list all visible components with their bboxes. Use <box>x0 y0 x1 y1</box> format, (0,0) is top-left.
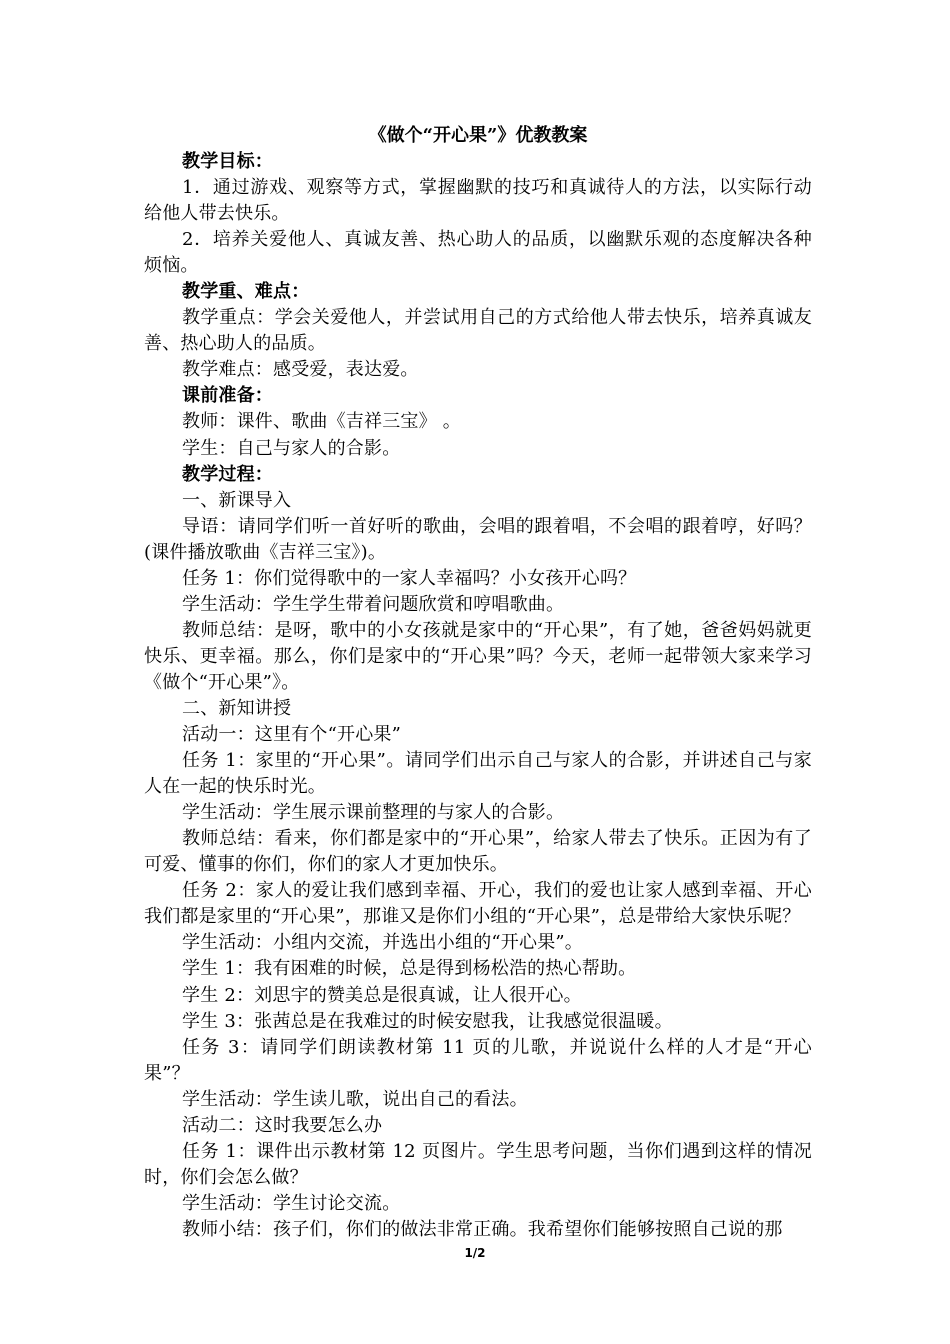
section-heading: 课前准备： <box>182 385 273 407</box>
paragraph: 学生活动：学生学生带着问题欣赏和哼唱歌曲。 <box>182 593 565 615</box>
paragraph: 教师小结：孩子们，你们的做法非常正确。我希望你们能够按照自己说的那 <box>182 1218 783 1240</box>
paragraph: 一、新课导入 <box>182 489 292 511</box>
document-page <box>144 123 812 1243</box>
document-title: 《做个“开心果”》优教教案 <box>368 125 588 146</box>
paragraph: 教学难点：感受爱，表达爱。 <box>182 359 419 381</box>
paragraph: 学生活动：小组内交流，并选出小组的“开心果”。 <box>182 932 584 954</box>
paragraph: 学生：自己与家人的合影。 <box>182 437 401 459</box>
paragraph: 学生活动：学生展示课前整理的与家人的合影。 <box>182 802 565 824</box>
paragraph: 学生 2：刘思宇的赞美总是很真诚，让人很开心。 <box>182 984 582 1006</box>
paragraph: 任务 1：你们觉得歌中的一家人幸福吗？小女孩开心吗？ <box>182 567 637 589</box>
paragraph: 学生 1：我有困难的时候，总是得到杨松浩的热心帮助。 <box>182 958 637 980</box>
paragraph: 教师总结：看来，你们都是家中的“开心果”，给家人带去了快乐。正因为有了可爱、懂事的你们，你们的家人才更加快乐。 <box>144 828 812 876</box>
section-heading: 教学目标： <box>182 151 273 172</box>
document-body <box>144 149 812 1243</box>
paragraph: 学生 3：张茜总是在我难过的时候安慰我，让我感觉很温暖。 <box>182 1010 673 1032</box>
paragraph: 导语：请同学们听一首好听的歌曲，会唱的跟着唱，不会唱的跟着哼，好吗？(课件播放歌曲《吉祥三宝》)。 <box>144 515 812 563</box>
paragraph: 任务 1：家里的“开心果”。请同学们出示自己与家人的合影，并讲述自己与家人在一起的快乐时光。 <box>144 750 812 798</box>
paragraph: 教学重点：学会关爱他人，并尝试用自己的方式给他人带去快乐，培养真诚友善、热心助人的品质。 <box>144 307 812 355</box>
paragraph: 任务 3：请同学们朗读教材第 11 页的儿歌，并说说什么样的人才是“开心果”？ <box>144 1036 812 1084</box>
section-heading: 教学过程： <box>182 463 273 485</box>
page-number: 1/2 <box>464 1246 486 1260</box>
paragraph: 活动一：这里有个“开心果” <box>182 724 402 746</box>
paragraph: 学生活动：学生讨论交流。 <box>182 1192 401 1214</box>
paragraph: 活动二：这时我要怎么办 <box>182 1114 383 1136</box>
paragraph: 任务 2：家人的爱让我们感到幸福、开心，我们的爱也让家人感到幸福、开心我们都是家里的“开心果”，那谁又是你们小组的“开心果”，总是带给大家快乐呢？ <box>144 880 812 928</box>
paragraph: 二、新知讲授 <box>182 697 292 719</box>
paragraph: 1．通过游戏、观察等方式，掌握幽默的技巧和真诚待人的方法，以实际行动给他人带去快乐。 <box>144 177 812 225</box>
section-heading: 教学重、难点： <box>182 281 310 303</box>
paragraph: 教师：课件、歌曲《吉祥三宝》 。 <box>182 411 461 433</box>
paragraph: 任务 1：课件出示教材第 12 页图片。学生思考问题，当你们遇到这样的情况时，你们会怎么做？ <box>144 1140 812 1188</box>
paragraph: 2．培养关爱他人、真诚友善、热心助人的品质，以幽默乐观的态度解决各种烦恼。 <box>144 229 812 277</box>
paragraph: 教师总结：是呀，歌中的小女孩就是家中的“开心果”，有了她，爸爸妈妈就更快乐、更幸福。那么，你们是家中的“开心果”吗？今天，老师一起带领大家来学习《做个“开心果”》。 <box>144 619 812 693</box>
paragraph: 学生活动：学生读儿歌，说出自己的看法。 <box>182 1088 528 1110</box>
